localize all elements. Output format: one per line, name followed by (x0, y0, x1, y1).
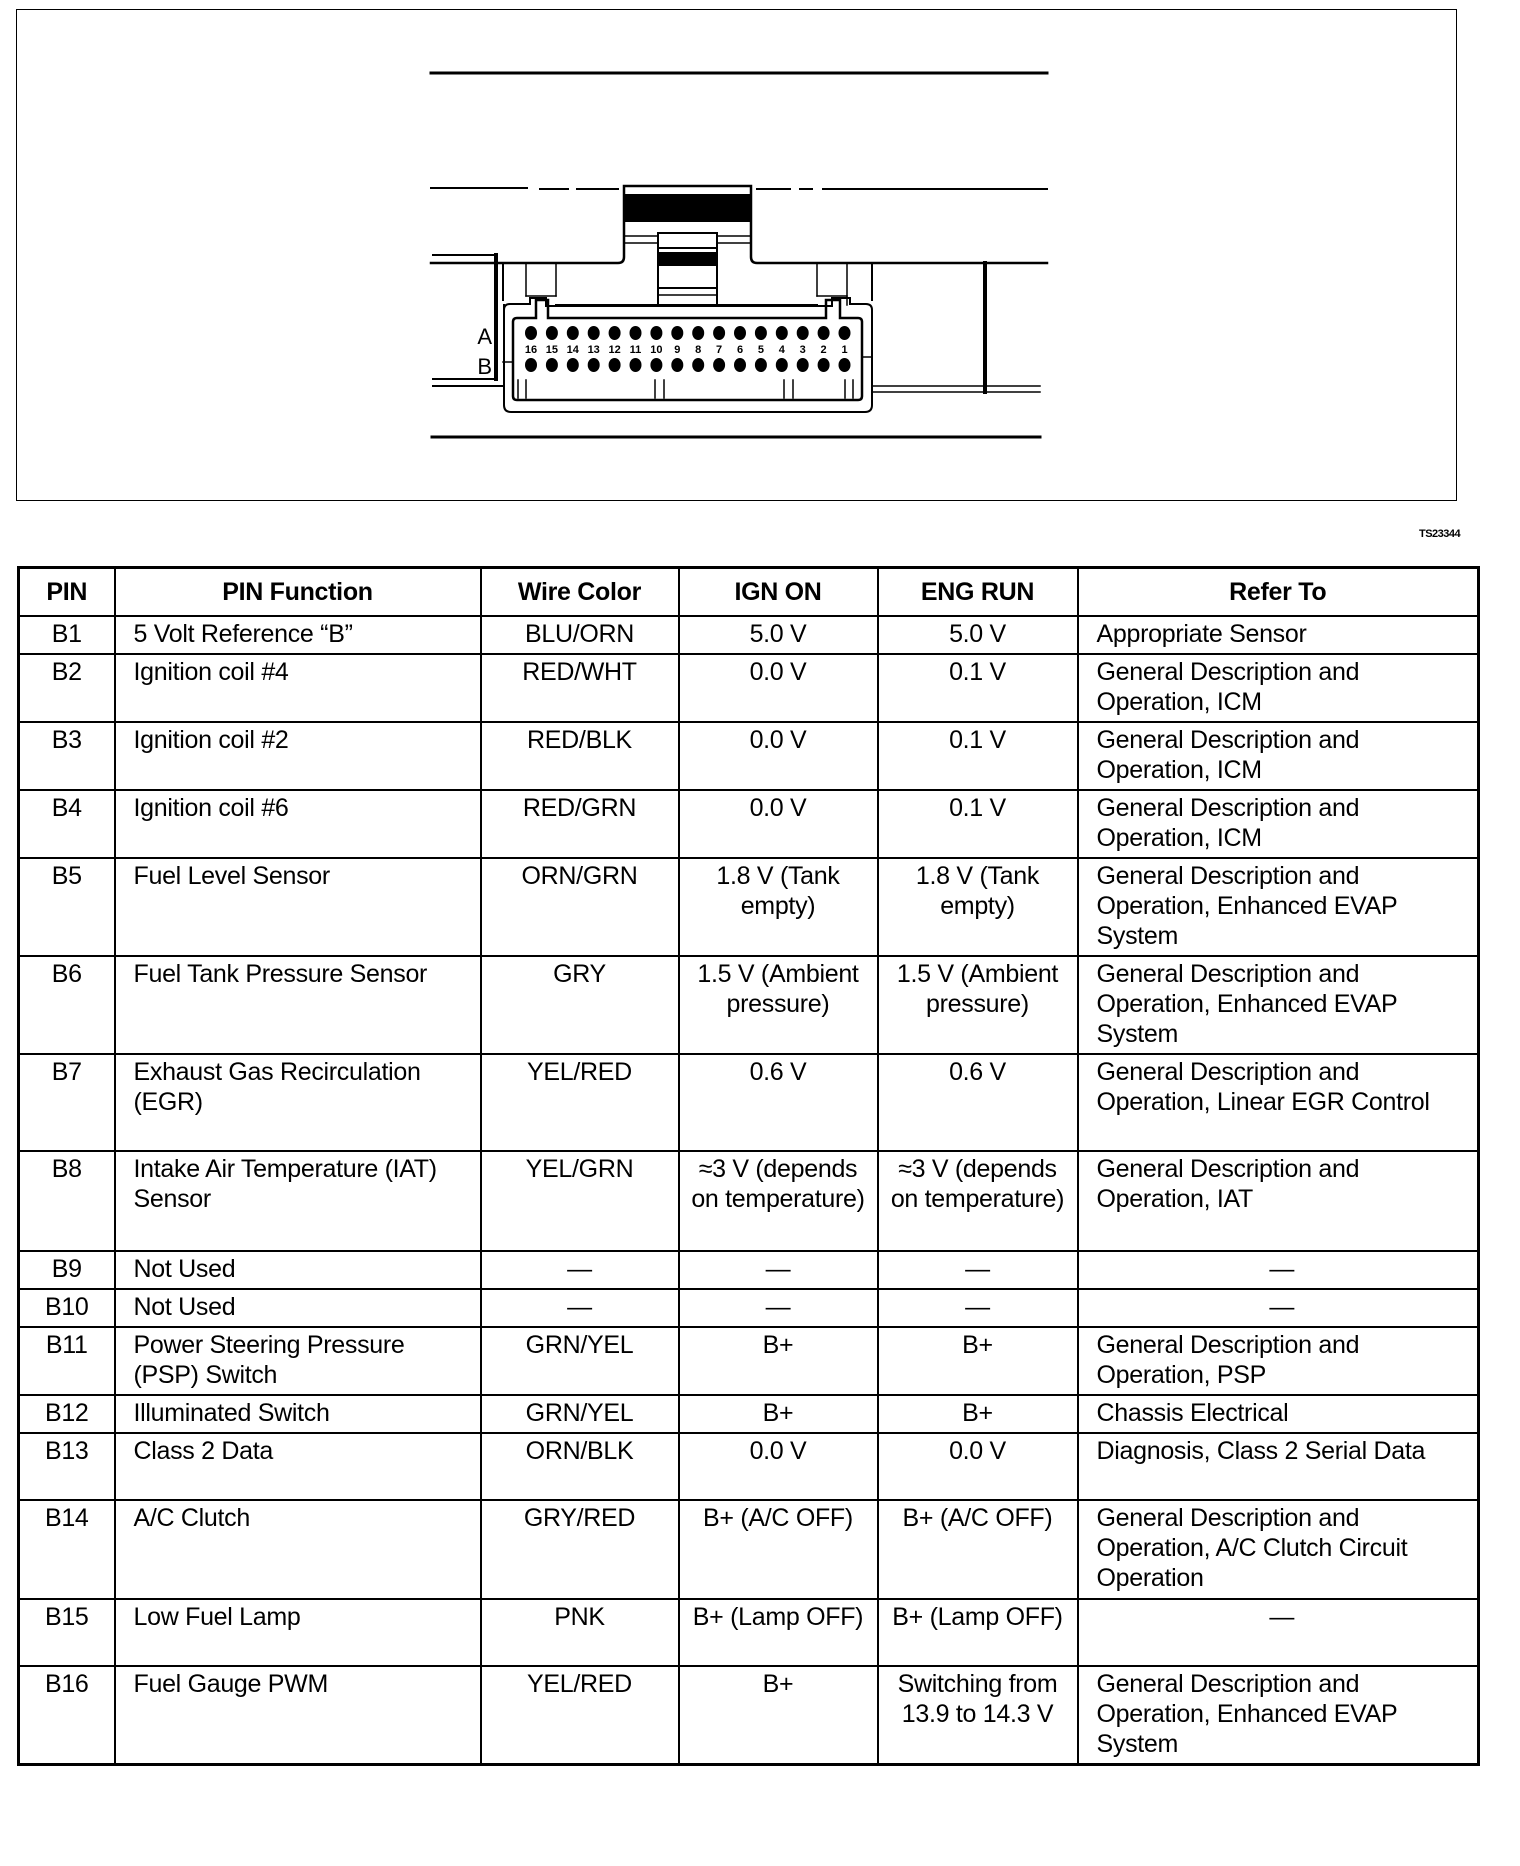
table-row (19, 1666, 1479, 1765)
row-label-a: A (477, 324, 492, 349)
table-row (19, 1599, 1479, 1666)
pin-number-label: 7 (716, 344, 723, 356)
pin-cavity-a12 (609, 326, 621, 340)
header-eng-run: ENG RUN (878, 568, 1078, 617)
refer-to-cell: General Description and Operation, IAT (1078, 1151, 1479, 1251)
refer-to-cell: General Description and Operation, Linear EGR Control (1078, 1054, 1479, 1151)
ign-on-cell: 0.0 V (679, 654, 878, 722)
table-row (19, 1251, 1479, 1289)
pin-cavity-b3 (797, 358, 809, 372)
wire-color-cell: ORN/GRN (481, 858, 679, 956)
pin-cavity-b16 (525, 358, 537, 372)
refer-to-cell: General Description and Operation, ICM (1078, 654, 1479, 722)
pin-function-cell: Power Steering Pressure (PSP) Switch (115, 1327, 481, 1395)
pin-function-cell: A/C Clutch (115, 1500, 481, 1599)
eng-run-cell: 1.8 V (Tank empty) (878, 858, 1078, 956)
pin-function-cell: Not Used (115, 1251, 481, 1289)
table-row (19, 1395, 1479, 1433)
refer-to-cell: General Description and Operation, A/C Clutch Circuit Operation (1078, 1500, 1479, 1599)
eng-run-cell: 0.0 V (878, 1433, 1078, 1500)
ign-on-cell: 0.0 V (679, 722, 878, 790)
header-pin-function: PIN Function (115, 568, 481, 617)
pin-cell: B1 (19, 616, 115, 654)
wire-color-cell: — (481, 1289, 679, 1327)
pin-cell: B3 (19, 722, 115, 790)
table-row (19, 1500, 1479, 1599)
ign-on-cell: 1.8 V (Tank empty) (679, 858, 878, 956)
pin-number-label: 9 (674, 344, 681, 356)
pin-cavity-b2 (818, 358, 830, 372)
ign-on-cell: B+ (679, 1666, 878, 1765)
eng-run-cell: Switching from 13.9 to 14.3 V (878, 1666, 1078, 1765)
pin-cavity-b14 (567, 358, 579, 372)
pin-function-cell: Fuel Tank Pressure Sensor (115, 956, 481, 1054)
pin-function-cell: Exhaust Gas Recirculation (EGR) (115, 1054, 481, 1151)
pin-function-cell: Illuminated Switch (115, 1395, 481, 1433)
eng-run-cell: 0.1 V (878, 790, 1078, 858)
ign-on-cell: B+ (A/C OFF) (679, 1500, 878, 1599)
pin-cell: B8 (19, 1151, 115, 1251)
pin-cavity-a3 (797, 326, 809, 340)
pin-function-cell: Ignition coil #4 (115, 654, 481, 722)
pin-number-label: 16 (524, 344, 538, 356)
refer-to-cell: General Description and Operation, PSP (1078, 1327, 1479, 1395)
pin-cavity-a16 (525, 326, 537, 340)
ign-on-cell: 5.0 V (679, 616, 878, 654)
row-label-b: B (477, 354, 492, 379)
pin-cavity-a5 (755, 326, 767, 340)
figure-id-label: TS23344 (1419, 528, 1461, 540)
wire-color-cell: RED/GRN (481, 790, 679, 858)
eng-run-cell: — (878, 1251, 1078, 1289)
eng-run-cell: 0.6 V (878, 1054, 1078, 1151)
header-refer-to: Refer To (1078, 568, 1479, 617)
wire-color-cell: GRY/RED (481, 1500, 679, 1599)
pin-function-cell: Ignition coil #6 (115, 790, 481, 858)
pin-cavity-a1 (839, 326, 851, 340)
refer-to-cell: General Description and Operation, Enhanced EVAP System (1078, 956, 1479, 1054)
pin-cavity-b13 (588, 358, 600, 372)
wire-color-cell: YEL/RED (481, 1666, 679, 1765)
wire-color-cell: GRN/YEL (481, 1327, 679, 1395)
eng-run-cell: 5.0 V (878, 616, 1078, 654)
pin-cavity-b5 (755, 358, 767, 372)
wire-color-cell: PNK (481, 1599, 679, 1666)
pin-cell: B13 (19, 1433, 115, 1500)
refer-to-cell: Diagnosis, Class 2 Serial Data (1078, 1433, 1479, 1500)
pin-number-label: 8 (695, 344, 702, 356)
pin-number-label: 15 (545, 344, 559, 356)
pin-number-label: 2 (820, 344, 827, 356)
pin-cavity-b6 (734, 358, 746, 372)
table-row (19, 616, 1479, 654)
table-row (19, 790, 1479, 858)
pin-number-label: 13 (587, 344, 600, 356)
pin-function-cell: Fuel Level Sensor (115, 858, 481, 956)
pin-cell: B6 (19, 956, 115, 1054)
table-row (19, 858, 1479, 956)
ign-on-cell: — (679, 1251, 878, 1289)
pin-function-cell: Not Used (115, 1289, 481, 1327)
pin-cavity-a11 (630, 326, 642, 340)
table-row (19, 1054, 1479, 1151)
ign-on-cell: B+ (679, 1395, 878, 1433)
pin-cavity-b15 (546, 358, 558, 372)
pin-cavity-b9 (671, 358, 683, 372)
pin-number-label: 11 (629, 344, 642, 356)
pin-cavity-b12 (609, 358, 621, 372)
pin-cavity-a9 (671, 326, 683, 340)
eng-run-cell: B+ (878, 1327, 1078, 1395)
pin-cavity-a8 (692, 326, 704, 340)
table-row (19, 1327, 1479, 1395)
pin-cavity-a4 (776, 326, 788, 340)
pin-cell: B16 (19, 1666, 115, 1765)
pin-cell: B4 (19, 790, 115, 858)
pin-cell: B2 (19, 654, 115, 722)
pin-cavity-b7 (713, 358, 725, 372)
refer-to-cell: Chassis Electrical (1078, 1395, 1479, 1433)
eng-run-cell: 0.1 V (878, 722, 1078, 790)
pin-function-cell: Ignition coil #2 (115, 722, 481, 790)
pin-cavity-b1 (839, 358, 851, 372)
wire-color-cell: YEL/GRN (481, 1151, 679, 1251)
pin-function-cell: Low Fuel Lamp (115, 1599, 481, 1666)
table-row (19, 1151, 1479, 1251)
pin-cavity-b8 (692, 358, 704, 372)
header-ign-on: IGN ON (679, 568, 878, 617)
ign-on-cell: ≈3 V (depends on temperature) (679, 1151, 878, 1251)
refer-to-cell: General Description and Operation, ICM (1078, 790, 1479, 858)
ign-on-cell: 1.5 V (Ambient pressure) (679, 956, 878, 1054)
eng-run-cell: B+ (A/C OFF) (878, 1500, 1078, 1599)
pin-number-label: 1 (841, 344, 848, 356)
pin-cell: B9 (19, 1251, 115, 1289)
wire-color-cell: — (481, 1251, 679, 1289)
refer-to-cell: General Description and Operation, Enhanced EVAP System (1078, 858, 1479, 956)
table-row (19, 654, 1479, 722)
ign-on-cell: — (679, 1289, 878, 1327)
ign-on-cell: B+ (679, 1327, 878, 1395)
header-wire-color: Wire Color (481, 568, 679, 617)
wire-color-cell: BLU/ORN (481, 616, 679, 654)
header-pin: PIN (19, 568, 115, 617)
pin-cell: B10 (19, 1289, 115, 1327)
pin-cell: B11 (19, 1327, 115, 1395)
eng-run-cell: — (878, 1289, 1078, 1327)
pin-cavity-b4 (776, 358, 788, 372)
pin-cavity-b11 (630, 358, 642, 372)
pin-cavity-a2 (818, 326, 830, 340)
pin-cavity-a6 (734, 326, 746, 340)
pin-function-cell: Fuel Gauge PWM (115, 1666, 481, 1765)
refer-to-cell: General Description and Operation, ICM (1078, 722, 1479, 790)
eng-run-cell: B+ (Lamp OFF) (878, 1599, 1078, 1666)
refer-to-cell: — (1078, 1251, 1479, 1289)
wire-color-cell: RED/BLK (481, 722, 679, 790)
pin-cavity-a15 (546, 326, 558, 340)
table-row (19, 1289, 1479, 1327)
wire-color-cell: YEL/RED (481, 1054, 679, 1151)
table-header-row (19, 568, 1479, 617)
pin-cell: B14 (19, 1500, 115, 1599)
ign-on-cell: 0.0 V (679, 1433, 878, 1500)
pin-table (17, 566, 1480, 1766)
refer-to-cell: — (1078, 1599, 1479, 1666)
connector-pins (525, 326, 851, 372)
eng-run-cell: 1.5 V (Ambient pressure) (878, 956, 1078, 1054)
pin-cell: B12 (19, 1395, 115, 1433)
pin-cavity-a14 (567, 326, 579, 340)
pin-cavity-b10 (650, 358, 662, 372)
ign-on-cell: 0.0 V (679, 790, 878, 858)
pin-number-label: 10 (650, 344, 663, 356)
ign-on-cell: B+ (Lamp OFF) (679, 1599, 878, 1666)
ign-on-cell: 0.6 V (679, 1054, 878, 1151)
pin-cavity-a10 (650, 326, 662, 340)
refer-to-cell: — (1078, 1289, 1479, 1327)
pin-number-label: 14 (566, 344, 579, 356)
pin-number-label: 6 (736, 344, 744, 356)
table-row (19, 1433, 1479, 1500)
table-row (19, 722, 1479, 790)
pin-cell: B7 (19, 1054, 115, 1151)
eng-run-cell: B+ (878, 1395, 1078, 1433)
pin-cavity-a7 (713, 326, 725, 340)
eng-run-cell: 0.1 V (878, 654, 1078, 722)
wire-color-cell: GRY (481, 956, 679, 1054)
pin-cavity-a13 (588, 326, 600, 340)
pin-function-cell: Class 2 Data (115, 1433, 481, 1500)
pin-number-label: 4 (778, 344, 785, 356)
pin-number-label: 3 (799, 344, 806, 356)
wire-color-cell: ORN/BLK (481, 1433, 679, 1500)
pin-number-label: 12 (608, 344, 621, 356)
connector-end-view-diagram (0, 0, 1520, 520)
pin-number-label: 5 (757, 344, 764, 356)
pin-function-cell: 5 Volt Reference “B” (115, 616, 481, 654)
eng-run-cell: ≈3 V (depends on temperature) (878, 1151, 1078, 1251)
pin-cell: B15 (19, 1599, 115, 1666)
refer-to-cell: Appropriate Sensor (1078, 616, 1479, 654)
pin-function-cell: Intake Air Temperature (IAT) Sensor (115, 1151, 481, 1251)
refer-to-cell: General Description and Operation, Enhanced EVAP System (1078, 1666, 1479, 1765)
wire-color-cell: GRN/YEL (481, 1395, 679, 1433)
table-row (19, 956, 1479, 1054)
wire-color-cell: RED/WHT (481, 654, 679, 722)
pin-cell: B5 (19, 858, 115, 956)
